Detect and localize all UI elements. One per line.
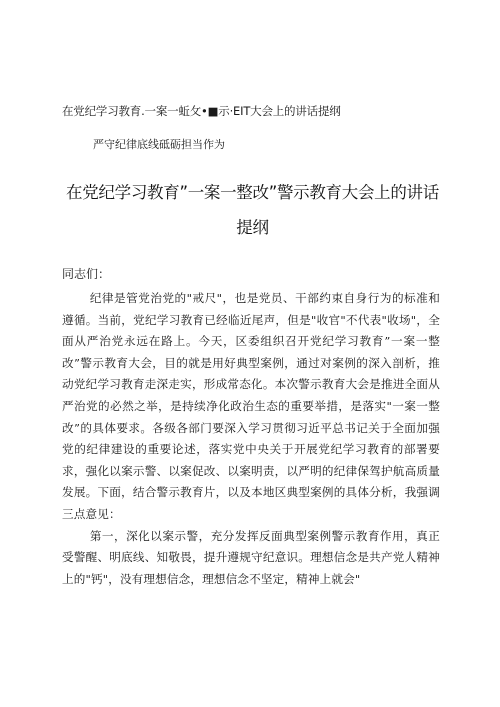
document-subtitle: 严守纪律底线砥砺担当作为	[93, 138, 225, 151]
body-paragraph-1: 纪律是管党治党的"戒尺"，也是党员、干部约束自身行为的标准和遵循。当前，党纪学习教育已经临近尾声，但是"收官"不代表"收场"，全面从严治党永远在路上。今天，区委组织召开党纪学习教育”一案一整改”警示教育大会，目的就是用好典型案例，通过对案例的深入剖析，推动党纪学习教育走深走实，形成常态化。本次警示教育大会是推进全面从严治党的必然之举，是持续净化政治生态的重要举措，是落实"一案一整改”的具体要求。各级各部门要深入学习贯彻习近平总书记关于全面加强党的纪律建设的重要论述，落实党中央关于开展党纪学习教育的部署要求，强化以案示警、以案促改、以案明责，以严明的纪律保驾护航高质量发展。下面，结合警示教育片，以及本地区典型案例的具体分析，我强调三点意见：	[62, 291, 440, 521]
body-paragraph-2: 第一，深化以案示警，充分发挥反面典型案例警示教育作用，真正受警醒、明底线、知敬畏，提升遵规守纪意识。理想信念是共产党人精神上的"钙"，没有理想信念，理想信念不坚定，精神上就会"	[62, 528, 440, 586]
document-title: 在党纪学习教育”一案一整改”警示教育大会上的讲话提纲	[66, 183, 439, 237]
salutation: 同志们：	[62, 267, 111, 281]
document-body	[62, 288, 440, 590]
document-header-line: 在党纪学习教育.一案一蚯攵•■示·EIT大会上的讲话提纲	[62, 104, 341, 118]
